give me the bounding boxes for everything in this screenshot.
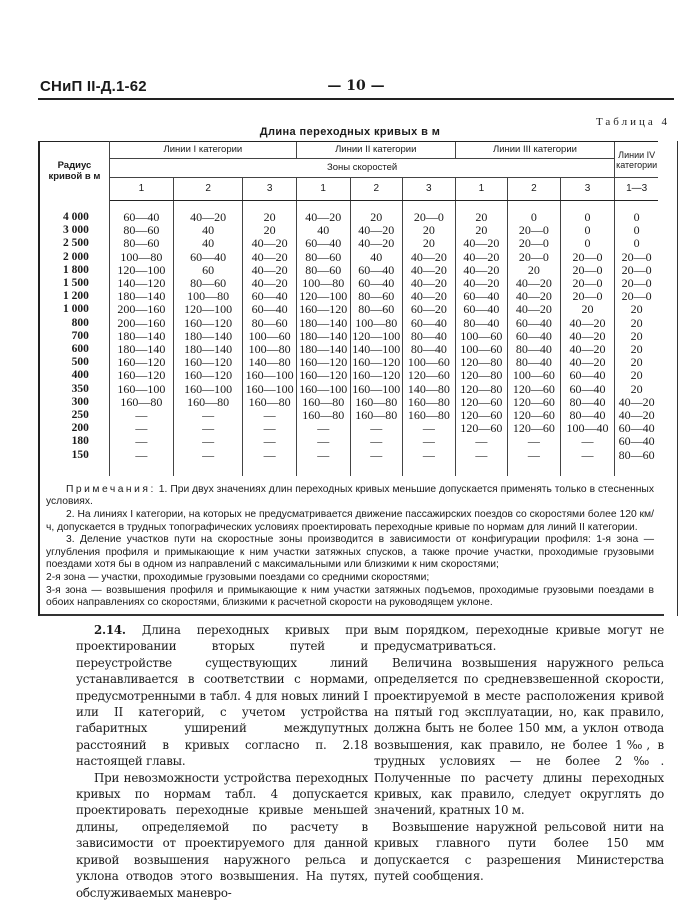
length-cell: 120—60 bbox=[455, 422, 508, 435]
length-cell: 80—60 bbox=[615, 449, 658, 476]
table-container bbox=[38, 141, 678, 616]
length-cell: 60—40 bbox=[508, 330, 561, 343]
zone-header: 2 bbox=[350, 178, 403, 201]
zone-header: 1 bbox=[109, 178, 173, 201]
table-notes bbox=[40, 476, 664, 616]
length-cell: 160—80 bbox=[403, 396, 456, 409]
length-cell: 60—40 bbox=[296, 237, 350, 250]
length-cell: — bbox=[173, 435, 242, 448]
length-cell: 160—120 bbox=[350, 369, 403, 382]
length-cell: 20 bbox=[455, 224, 508, 237]
length-cell: — bbox=[109, 435, 173, 448]
zone-header: 3 bbox=[243, 178, 297, 201]
length-cell: 200—160 bbox=[109, 303, 173, 316]
length-cell: 160—80 bbox=[173, 396, 242, 409]
length-cell: 40—20 bbox=[403, 290, 456, 303]
zone-header: 3 bbox=[403, 178, 456, 201]
zone-header: 1 bbox=[296, 178, 350, 201]
length-cell: 160—120 bbox=[350, 356, 403, 369]
table-row bbox=[40, 449, 658, 476]
length-cell: 40—20 bbox=[560, 356, 615, 369]
length-cell: 60—40 bbox=[560, 383, 615, 396]
length-cell: — bbox=[350, 422, 403, 435]
length-cell: 160—100 bbox=[243, 383, 297, 396]
length-cell: 20—0 bbox=[508, 237, 561, 250]
length-cell: 0 bbox=[615, 237, 658, 250]
length-cell: 80—40 bbox=[560, 396, 615, 409]
length-cell: 20 bbox=[403, 237, 456, 250]
length-cell: 20 bbox=[615, 343, 658, 356]
length-cell: 140—80 bbox=[243, 356, 297, 369]
length-cell: 20—0 bbox=[560, 277, 615, 290]
length-cell: 120—60 bbox=[508, 383, 561, 396]
page-header bbox=[40, 78, 672, 98]
length-cell: 160—80 bbox=[109, 396, 173, 409]
length-cell: 120—80 bbox=[455, 369, 508, 382]
table-row bbox=[40, 422, 658, 435]
length-cell: 40—20 bbox=[560, 330, 615, 343]
length-cell: 120—60 bbox=[403, 369, 456, 382]
length-cell: 80—40 bbox=[560, 409, 615, 422]
table-row bbox=[40, 383, 658, 396]
length-cell: 80—60 bbox=[296, 264, 350, 277]
length-cell: 80—60 bbox=[109, 224, 173, 237]
length-cell: 160—80 bbox=[350, 409, 403, 422]
length-cell: — bbox=[455, 435, 508, 448]
length-cell: 20 bbox=[403, 224, 456, 237]
length-cell: 80—40 bbox=[455, 317, 508, 330]
length-cell: 20 bbox=[243, 201, 297, 225]
length-cell: 40—20 bbox=[615, 409, 658, 422]
length-cell: 120—60 bbox=[455, 396, 508, 409]
length-cell: 60—40 bbox=[173, 251, 242, 264]
length-cell: 0 bbox=[508, 201, 561, 225]
length-cell: 80—60 bbox=[350, 303, 403, 316]
length-cell: 160—80 bbox=[243, 396, 297, 409]
length-cell: 160—120 bbox=[296, 356, 350, 369]
length-cell: 100—60 bbox=[508, 369, 561, 382]
radius-cell: 1 800 bbox=[62, 263, 89, 276]
length-cell: 80—60 bbox=[243, 317, 297, 330]
length-cell: 120—100 bbox=[296, 290, 350, 303]
length-cell: 120—60 bbox=[455, 409, 508, 422]
length-cell: 40—20 bbox=[243, 277, 297, 290]
length-cell: 140—120 bbox=[109, 277, 173, 290]
length-cell: 40—20 bbox=[173, 201, 242, 225]
length-cell: 160—120 bbox=[109, 356, 173, 369]
length-cell: 160—120 bbox=[296, 369, 350, 382]
length-cell: 60—40 bbox=[243, 290, 297, 303]
length-cell: — bbox=[560, 449, 615, 476]
left-column bbox=[76, 622, 368, 901]
length-cell: 40—20 bbox=[403, 251, 456, 264]
length-cell: 20 bbox=[560, 303, 615, 316]
radius-cell: 600 bbox=[71, 343, 89, 356]
length-cell: 60—40 bbox=[455, 303, 508, 316]
length-cell: 20—0 bbox=[560, 264, 615, 277]
length-cell: — bbox=[109, 422, 173, 435]
length-cell: 160—100 bbox=[350, 383, 403, 396]
length-cell: 200—160 bbox=[109, 317, 173, 330]
length-cell: 20 bbox=[615, 317, 658, 330]
length-cell: 0 bbox=[560, 201, 615, 225]
length-cell: 120—100 bbox=[109, 264, 173, 277]
category-1-header: Линии I категории bbox=[109, 142, 296, 159]
length-cell: — bbox=[403, 422, 456, 435]
length-cell: 80—60 bbox=[296, 251, 350, 264]
radius-cell: 500 bbox=[71, 356, 89, 369]
note-3: 3. Деление участков пути на скоростные зоны производится в зависимости от конфигурации профиля: 1-я зона — углубления профиля и примыкающие к ним участки затяжных спусков, а также прочие участки, проходимые грузовыми поездами хотя бы в одном из направлений с максимальными или близкими к ним скоростями; bbox=[46, 534, 654, 571]
radius-cell: 200 bbox=[71, 422, 89, 435]
length-cell: — bbox=[455, 449, 508, 476]
table-row bbox=[40, 237, 658, 250]
radius-cell: 300 bbox=[71, 395, 89, 408]
length-cell: 60—40 bbox=[109, 201, 173, 225]
length-cell: — bbox=[173, 409, 242, 422]
length-cell: — bbox=[173, 449, 242, 476]
length-cell: — bbox=[296, 449, 350, 476]
length-cell: 160—100 bbox=[109, 383, 173, 396]
length-cell: 180—140 bbox=[173, 330, 242, 343]
note-1: Примечания: 1. При двух значениях длин переходных кривых меньшие допускается применять только в стесненных условиях. bbox=[46, 483, 654, 508]
length-cell: 40—20 bbox=[455, 237, 508, 250]
header-divider bbox=[38, 98, 674, 100]
length-cell: — bbox=[173, 422, 242, 435]
length-cell: — bbox=[243, 422, 297, 435]
length-cell: 40 bbox=[173, 237, 242, 250]
length-cell: 40—20 bbox=[615, 396, 658, 409]
length-cell: 80—60 bbox=[109, 237, 173, 250]
page-number: — 10 — bbox=[327, 78, 385, 94]
paragraph: Величина возвышения наружного рельса определяется по средневзвешенной скорости, проектируемой в месте расположения кривой на пятый год эксплуатации, но, как правило, должна быть не более 150 мм, а уклон отвода возвышения, как правило, не более 1‰, в трудных условиях — не более 2‰. Полученные по расчету длины переходных кривых, как правило, следует округлять до значений, кратных 10 м. bbox=[374, 655, 664, 818]
note-zone-2: 2-я зона — участки, проходимые грузовыми поездами со средними скоростями; bbox=[46, 572, 430, 584]
paragraph: Возвышение наружной рельсовой нити на кривых главного пути более 150 мм допускается с разрешения Министерства путей сообщения. bbox=[374, 819, 664, 884]
radius-header: Радиус кривой в м bbox=[40, 142, 109, 201]
length-cell: — bbox=[296, 422, 350, 435]
length-cell: 160—120 bbox=[296, 303, 350, 316]
length-cell: 100—60 bbox=[403, 356, 456, 369]
length-cell: 160—80 bbox=[296, 396, 350, 409]
radius-cell: 800 bbox=[71, 316, 89, 329]
length-cell: 20 bbox=[615, 356, 658, 369]
length-cell: 100—80 bbox=[243, 343, 297, 356]
length-cell: 80—60 bbox=[173, 277, 242, 290]
length-cell: 60—40 bbox=[243, 303, 297, 316]
length-cell: 120—60 bbox=[508, 409, 561, 422]
length-cell: 0 bbox=[560, 224, 615, 237]
right-column bbox=[374, 622, 664, 885]
length-cell: 80—40 bbox=[508, 343, 561, 356]
length-cell: 160—100 bbox=[243, 369, 297, 382]
length-cell: — bbox=[243, 435, 297, 448]
table-row bbox=[40, 435, 658, 448]
section-number: 2.14. bbox=[94, 623, 126, 637]
length-cell: 20—0 bbox=[615, 264, 658, 277]
length-cell: 20—0 bbox=[508, 251, 561, 264]
length-cell: 40—20 bbox=[455, 264, 508, 277]
length-cell: 140—100 bbox=[350, 343, 403, 356]
length-cell: 40—20 bbox=[243, 251, 297, 264]
length-cell: 20 bbox=[350, 201, 403, 225]
length-cell: 40—20 bbox=[508, 277, 561, 290]
radius-cell: 700 bbox=[71, 329, 89, 342]
length-cell: 20—0 bbox=[508, 224, 561, 237]
length-cell: — bbox=[508, 449, 561, 476]
radius-cell: 3 000 bbox=[62, 224, 89, 237]
radius-cell: 2 000 bbox=[62, 250, 89, 263]
length-cell: 160—80 bbox=[296, 409, 350, 422]
length-cell: 80—60 bbox=[350, 290, 403, 303]
table-title: Длина переходных кривых в м bbox=[259, 126, 441, 138]
length-cell: 180—140 bbox=[296, 317, 350, 330]
length-cell: 80—40 bbox=[403, 330, 456, 343]
radius-cell: 2 500 bbox=[62, 237, 89, 250]
length-cell: 40—20 bbox=[560, 317, 615, 330]
length-cell: — bbox=[403, 435, 456, 448]
length-cell: 180—140 bbox=[296, 330, 350, 343]
zone-header: 1—3 bbox=[615, 178, 658, 201]
radius-cell: 150 bbox=[71, 448, 89, 461]
length-cell: 60—40 bbox=[350, 277, 403, 290]
length-cell: 40—20 bbox=[560, 343, 615, 356]
document-code: СНиП II-Д.1-62 bbox=[40, 78, 147, 95]
length-cell: 40—20 bbox=[296, 201, 350, 225]
length-cell: 180—140 bbox=[109, 290, 173, 303]
note-2: 2. На линиях I категории, на которых не предусматривается движение пассажирских поездов со скоростями более 120 км/ч, допускается в трудных топографических условиях проектировать переходные кривые по нормам для линий II категории. bbox=[46, 509, 654, 533]
length-cell: 40—20 bbox=[243, 237, 297, 250]
table-row bbox=[40, 409, 658, 422]
length-cell: 100—60 bbox=[455, 330, 508, 343]
length-cell: 160—80 bbox=[403, 409, 456, 422]
length-cell: 20—0 bbox=[615, 277, 658, 290]
length-cell: 20 bbox=[455, 201, 508, 225]
length-cell: 120—60 bbox=[508, 422, 561, 435]
length-cell: 120—100 bbox=[350, 330, 403, 343]
radius-cell: 180 bbox=[71, 435, 89, 448]
length-cell: 160—80 bbox=[350, 396, 403, 409]
category-2-header: Линии II категории bbox=[296, 142, 455, 159]
length-cell: — bbox=[350, 449, 403, 476]
length-cell: — bbox=[350, 435, 403, 448]
length-cell: 100—40 bbox=[560, 422, 615, 435]
table-body bbox=[40, 201, 658, 476]
length-cell: 100—80 bbox=[173, 290, 242, 303]
length-cell: 60—40 bbox=[615, 422, 658, 435]
length-cell: 160—120 bbox=[173, 317, 242, 330]
length-cell: 100—60 bbox=[243, 330, 297, 343]
length-cell: 40—20 bbox=[508, 290, 561, 303]
length-cell: 40—20 bbox=[455, 277, 508, 290]
radius-cell: 250 bbox=[71, 409, 89, 422]
length-cell: 40—20 bbox=[455, 251, 508, 264]
length-cell: 120—80 bbox=[455, 383, 508, 396]
length-cell: 180—140 bbox=[109, 343, 173, 356]
length-cell: 20—0 bbox=[560, 251, 615, 264]
length-cell: 120—60 bbox=[508, 396, 561, 409]
length-cell: — bbox=[243, 409, 297, 422]
radius-cell: 1 200 bbox=[62, 290, 89, 303]
length-cell: 60—40 bbox=[403, 317, 456, 330]
radius-cell: 350 bbox=[71, 382, 89, 395]
length-cell: 20—0 bbox=[560, 290, 615, 303]
length-cell: 80—40 bbox=[508, 356, 561, 369]
paragraph-2-14: 2.14. Длина переходных кривых при проектировании вторых путей и переустройстве существующих линий устанавливается в соответствии с нормами, предусмотренными в табл. 4 для новых линий I или II категорий, с учетом устройства габаритных уширений междупутных расстояний в кривых согласно п. 2.18 настоящей главы. bbox=[76, 623, 368, 769]
length-cell: 100—60 bbox=[455, 343, 508, 356]
length-cell: 20 bbox=[508, 264, 561, 277]
length-cell: 60—40 bbox=[350, 264, 403, 277]
length-cell: 40 bbox=[173, 224, 242, 237]
length-cell: 60—40 bbox=[615, 435, 658, 448]
length-cell: 40—20 bbox=[243, 264, 297, 277]
category-3-header: Линии III категории bbox=[455, 142, 615, 159]
length-cell: 160—100 bbox=[296, 383, 350, 396]
length-cell: 60—20 bbox=[403, 303, 456, 316]
length-cell: 20 bbox=[243, 224, 297, 237]
length-cell: 100—80 bbox=[109, 251, 173, 264]
table-row bbox=[40, 303, 658, 316]
category-4-header: Линии IV категории bbox=[615, 142, 658, 178]
length-cell: 20—0 bbox=[615, 251, 658, 264]
length-cell: 160—100 bbox=[173, 383, 242, 396]
zone-header: 1 bbox=[455, 178, 508, 201]
length-cell: 40 bbox=[350, 251, 403, 264]
length-cell: 180—140 bbox=[109, 330, 173, 343]
length-cell: 40—20 bbox=[508, 303, 561, 316]
length-cell: 60—40 bbox=[560, 369, 615, 382]
length-cell: 20—0 bbox=[615, 290, 658, 303]
zone-header: 2 bbox=[508, 178, 561, 201]
notes-heading: Примечания: bbox=[66, 483, 156, 495]
length-cell: 180—140 bbox=[296, 343, 350, 356]
length-cell: — bbox=[243, 449, 297, 476]
transition-curve-table bbox=[40, 141, 658, 476]
length-cell: — bbox=[560, 435, 615, 448]
length-cell: — bbox=[296, 435, 350, 448]
table-row bbox=[40, 396, 658, 409]
table-row bbox=[40, 369, 658, 382]
paragraph: При невозможности устройства переходных кривых по нормам табл. 4 допускается проектировать переходные кривые меньшей длины, определяемой по расчету в зависимости от проектируемого для данной кривой возвышения наружного рельса и уклона отводов этого возвышения. На путях, обслуживаемых маневро- bbox=[76, 770, 368, 900]
length-cell: 160—120 bbox=[109, 369, 173, 382]
radius-cell: 1 000 bbox=[62, 303, 89, 316]
length-cell: 100—80 bbox=[296, 277, 350, 290]
radius-cell: 400 bbox=[71, 369, 89, 382]
length-cell: 60 bbox=[173, 264, 242, 277]
zone-header: 2 bbox=[173, 178, 242, 201]
length-cell: 40—20 bbox=[350, 237, 403, 250]
length-cell: 100—80 bbox=[350, 317, 403, 330]
table-row bbox=[40, 251, 658, 264]
length-cell: 0 bbox=[560, 237, 615, 250]
table-label: Таблица 4 bbox=[595, 116, 670, 128]
length-cell: — bbox=[508, 435, 561, 448]
length-cell: 60—40 bbox=[508, 317, 561, 330]
length-cell: 40—20 bbox=[350, 224, 403, 237]
length-cell: 20 bbox=[615, 330, 658, 343]
length-cell: — bbox=[109, 409, 173, 422]
speed-zones-header: Зоны скоростей bbox=[109, 159, 614, 178]
length-cell: 80—40 bbox=[403, 343, 456, 356]
length-cell: 0 bbox=[615, 201, 658, 225]
length-cell: 20—0 bbox=[403, 201, 456, 225]
length-cell: 40 bbox=[296, 224, 350, 237]
paragraph: вым порядком, переходные кривые могут не предусматриваться. bbox=[374, 623, 664, 654]
length-cell: — bbox=[403, 449, 456, 476]
note-zone-3: 3-я зона — возвышения профиля и примыкающие к ним участки затяжных подъемов, проходимые грузовыми поездами в обоих направлениях со скоростями, близкими к расчетной скорости на руководящем уклоне. bbox=[46, 584, 654, 609]
length-cell: 60—40 bbox=[455, 290, 508, 303]
length-cell: 180—140 bbox=[173, 343, 242, 356]
table-row bbox=[40, 201, 658, 225]
length-cell: — bbox=[109, 449, 173, 476]
length-cell: 160—120 bbox=[173, 356, 242, 369]
length-cell: 40—20 bbox=[403, 264, 456, 277]
length-cell: 160—120 bbox=[173, 369, 242, 382]
zone-header: 3 bbox=[560, 178, 615, 201]
table-row bbox=[40, 317, 658, 330]
length-cell: 140—80 bbox=[403, 383, 456, 396]
length-cell: 20 bbox=[615, 383, 658, 396]
radius-cell: 1 500 bbox=[62, 277, 89, 290]
length-cell: 120—80 bbox=[455, 356, 508, 369]
length-cell: 40—20 bbox=[403, 277, 456, 290]
length-cell: 0 bbox=[615, 224, 658, 237]
length-cell: 20 bbox=[615, 369, 658, 382]
radius-cell: 4 000 bbox=[62, 210, 89, 223]
length-cell: 20 bbox=[615, 303, 658, 316]
length-cell: 120—100 bbox=[173, 303, 242, 316]
